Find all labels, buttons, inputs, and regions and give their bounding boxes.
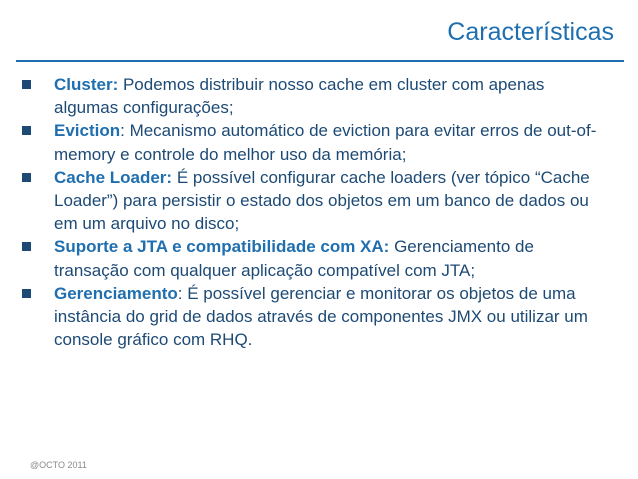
- square-bullet-icon: [22, 80, 31, 89]
- bullet-text: Gerenciamento de transação com qualquer aplicação compatível com JTA;: [54, 237, 534, 280]
- bullet-item-cache-loader: [22, 166, 612, 236]
- bullet-item-gerenciamento: [22, 282, 612, 352]
- bullet-item-jta-xa: [22, 235, 612, 281]
- bullet-item-cluster: [22, 73, 612, 119]
- bullet-text: : É possível gerenciar e monitorar os objetos de uma instância do grid de dados através de componentes JMX ou utilizar um console gráfico com RHQ.: [54, 283, 588, 350]
- slide-title: Características: [447, 18, 614, 46]
- bullet-list: [22, 73, 612, 351]
- bullet-lead: Gerenciamento: [54, 283, 178, 303]
- bullet-lead: Cluster:: [54, 75, 119, 94]
- bullet-text: É possível configurar cache loaders (ver tópico “Cache Loader”) para persistir o estado dos objetos em um banco de dados ou em um arquivo no disco;: [54, 167, 590, 234]
- bullet-text: : Mecanismo automático de eviction para evitar erros de out-of-memory e controle do melhor uso da memória;: [54, 121, 597, 164]
- bullet-lead: Cache Loader:: [54, 167, 173, 187]
- square-bullet-icon: [22, 289, 31, 298]
- square-bullet-icon: [22, 242, 31, 251]
- bullet-lead: Eviction: [54, 121, 121, 141]
- bullet-item-eviction: [22, 119, 612, 165]
- footer-copyright: @OCTO 2011: [30, 460, 87, 470]
- title-divider: [16, 60, 624, 62]
- square-bullet-icon: [22, 173, 31, 182]
- bullet-text: Podemos distribuir nosso cache em cluster com apenas algumas configurações;: [54, 75, 545, 118]
- square-bullet-icon: [22, 126, 31, 135]
- bullet-lead: Suporte a JTA e compatibilidade com XA:: [54, 237, 390, 257]
